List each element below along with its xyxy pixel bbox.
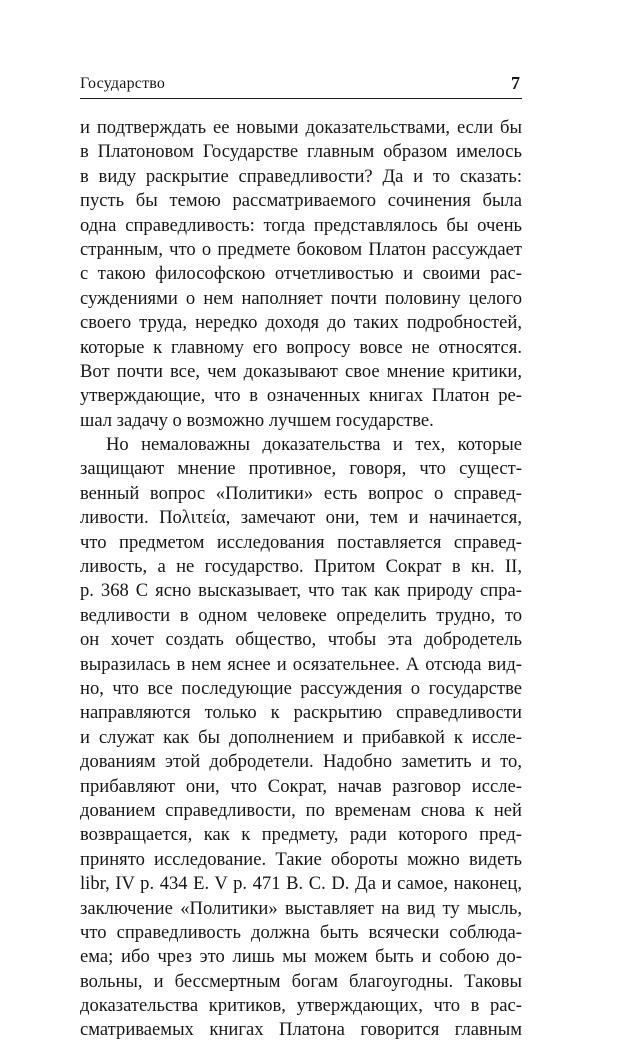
text-line: libr, IV p. 434 E. V p. 471 B. C. D. Да и самое, наконец, bbox=[80, 873, 522, 895]
text-line: ливости. Πoλιτεία, замечают они, тем и начинается, bbox=[80, 507, 522, 529]
text-line: p. 368 C ясно высказывает, что так как природу спра- bbox=[80, 580, 522, 602]
text-line: возвращается, как к предмету, ради которого пред- bbox=[80, 824, 522, 846]
text-line: утверждающие, что в означенных книгах Платон ре- bbox=[80, 385, 522, 407]
text-line: вольны, и бессмертным богам благоугодны. Таковы bbox=[80, 970, 522, 992]
text-line: доказательства критиков, утверждающих, что в рас- bbox=[80, 995, 522, 1017]
text-line: в Платоновом Государстве главным образом имелось bbox=[80, 141, 522, 163]
text-line: дованием справедливости, по временам снова к ней bbox=[80, 799, 522, 821]
text-line: шал задачу о возможно лучшем государстве. bbox=[80, 409, 434, 431]
text-line: он хочет создать общество, чтобы эта добродетель bbox=[80, 629, 522, 651]
text-line: с такою философскою отчетливостью и своими рас- bbox=[80, 263, 522, 285]
text-line: пусть бы темою рассматриваемого сочинения была bbox=[80, 190, 522, 212]
text-line: Но немаловажны доказательства и тех, которые bbox=[106, 434, 522, 456]
text-line: своего труда, нередко доходя до таких подробностей, bbox=[80, 312, 522, 334]
text-line: суждениями о нем наполняет почти половину целого bbox=[80, 287, 522, 309]
text-line: одна справедливость: тогда представлялось бы очень bbox=[80, 214, 522, 236]
text-line: защищают мнение противное, говоря, что сущест- bbox=[80, 458, 522, 480]
text-line: дованиям этой добродетели. Надобно заметить и то, bbox=[80, 751, 522, 773]
running-title: Государство bbox=[80, 75, 166, 92]
text-line: ема; ибо чрез это лишь мы можем быть и собою до- bbox=[80, 946, 522, 968]
text-line: но, что все последующие рассуждения о государстве bbox=[80, 677, 522, 699]
text-line: принято исследование. Такие обороты можно видеть bbox=[80, 848, 522, 870]
text-line: венный вопрос «Политики» есть вопрос о справед- bbox=[80, 482, 522, 504]
text-line: что предметом исследования поставляется справед- bbox=[80, 531, 522, 553]
text-line: выразилась в нем яснее и осязательнее. А отсюда вид- bbox=[80, 653, 522, 675]
text-line: Вот почти все, чем доказывают свое мнение критики, bbox=[80, 360, 522, 382]
text-line: в виду раскрытие справедливости? Да и то сказать: bbox=[80, 165, 522, 187]
text-line: которые к главному его вопросу вовсе не относятся. bbox=[80, 336, 522, 358]
paragraph bbox=[80, 116, 522, 433]
text-line: направляются только к раскрытию справедливости bbox=[80, 702, 522, 724]
text-line: странным, что о предмете боковом Платон рассуждает bbox=[80, 238, 522, 260]
running-header bbox=[80, 72, 522, 99]
text-line: заключение «Политики» выставляет на вид ту мысль, bbox=[80, 897, 522, 919]
text-line: прибавляют они, что Сократ, начав разговор иссле- bbox=[80, 775, 522, 797]
text-line: ливость, а не государство. Притом Сократ в кн. II, bbox=[80, 556, 522, 578]
page-number: 7 bbox=[511, 73, 520, 93]
body-text bbox=[80, 116, 522, 1043]
text-line: и подтверждать ее новыми доказательствами, если бы bbox=[80, 117, 522, 138]
paragraph bbox=[80, 433, 522, 1043]
text-line: ведливости в одном человеке определить трудно, то bbox=[80, 604, 522, 626]
text-line: что справедливость должна быть всячески соблюда- bbox=[80, 921, 522, 943]
text-line: сматриваемых книгах Платона говорится главным bbox=[80, 1019, 522, 1041]
text-line: и служат как бы дополнением и прибавкой к иссле- bbox=[80, 726, 522, 748]
